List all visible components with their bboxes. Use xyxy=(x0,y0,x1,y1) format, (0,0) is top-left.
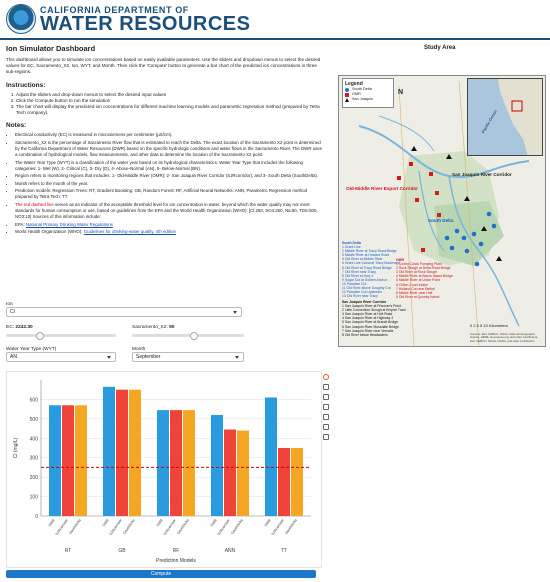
dwr-header xyxy=(0,0,550,38)
station-item: 8 Old River below Headwaters xyxy=(342,332,388,337)
who-link[interactable]: Guidelines for drinking-water quality, 4th edition xyxy=(83,229,176,235)
x-series-tick-label: OMR xyxy=(209,518,218,528)
bar-RF-SouthDelta xyxy=(183,410,195,516)
ec-label: EC: xyxy=(6,325,14,330)
y-tick-label: 200 xyxy=(29,475,38,482)
note-item: • Month refers to the month of the year. xyxy=(15,181,324,187)
station-item: 9 Sugar Cut at Golden Anchor xyxy=(342,277,388,282)
x-series-tick-label: SouthDelta xyxy=(284,518,298,536)
legend-item-south-delta: South Delta xyxy=(345,87,391,92)
bar-GB-SouthDelta xyxy=(129,390,141,516)
note-item: • Region refers to monitoring regions that includes: 1- Old-Middle River (OMR); 2- San Joaquin River Corridor (SJRcorridor), and 3- South Delta (SouthDelta). xyxy=(15,173,324,179)
station-item: 11 Old River above Doughty Cut xyxy=(342,286,391,291)
who-prefix: World Health Organization (WHO): xyxy=(15,229,83,235)
x-series-tick-label: SouthDelta xyxy=(230,518,244,536)
logo-main-text: WATER RESOURCES xyxy=(40,13,251,35)
save-tool-icon[interactable] xyxy=(323,414,329,420)
x-category-label: RF xyxy=(172,548,180,554)
ec-slider-group xyxy=(6,325,116,337)
x-series-tick-label: SJRcorridor xyxy=(162,518,177,537)
bar-TT-OMR xyxy=(265,397,277,516)
instruction-step: 2. Click the Compute button to run the simulation xyxy=(16,98,324,104)
station-list-heading: South Delta xyxy=(342,241,361,245)
station-item: 2 Middle River at Tracy Road Bridge xyxy=(342,249,397,254)
bar-GB-SJRcorridor xyxy=(116,390,128,516)
station-item: 4 San Joaquin River at Highway 4 xyxy=(342,316,394,321)
station-item: 12 Paradise Cut Upstream xyxy=(342,290,382,295)
station-list-heading: OMR xyxy=(396,258,404,262)
note-item: • Sacramento_X2 is the percentage of Sacramento River flow that is estimated to reach the Delta. The exact location of the Sacramento X2 point is determined by the California Department of Water Resources (DWR) based on the specific hydrologic conditions and water flows in the Sacramento River. The DWR uses a combination of hydrological models, flow measurements, and other data to determine the location of the Sacramento X2 point. xyxy=(15,140,324,158)
x-series-tick-label: SJRcorridor xyxy=(216,518,231,537)
threshold-text: serves as an indicator of the acceptable threshold level for ion concentration in water, beyond which the water quality may not meet standards for human consumption or use, based on guidelines from the EPA and the World Health Organization (WHO): [Cl:250, SO4:250, Na:60, TDS:500, NO3:10] Sources of this information include: xyxy=(15,201,318,219)
station-item: 2 Little Connection Slough at Empire Tract xyxy=(342,308,406,313)
bar-ANN-SouthDelta xyxy=(237,431,249,516)
notes-heading: Notes: xyxy=(6,122,27,130)
station-item: 2 Rock Slough at Delta Road Bridge xyxy=(396,266,451,271)
help-tool-icon[interactable] xyxy=(323,434,329,440)
wyt-label: Water Year Type (WYT) xyxy=(6,347,57,352)
intro-text: This dashboard allows you to simulate ion concentrations based on easily available parameters. Use the sliders and dropdown menus to select the desired values for EC, Sacramento_X2, Ion, WYT, and Month. Then click the 'Compute' button to generate a bar chart of the predicted ion concentrations in three sub-regions. xyxy=(6,57,321,75)
study-area-title: Study Area xyxy=(424,45,456,51)
page-title: Ion Simulator Dashboard xyxy=(6,44,96,53)
map-legend xyxy=(342,78,394,108)
bar-RT-SouthDelta xyxy=(75,405,87,516)
y-tick-label: 0 xyxy=(35,514,38,520)
x2-slider-group xyxy=(132,325,244,337)
bokeh-logo-icon xyxy=(323,374,329,380)
california-inset-map xyxy=(467,78,543,156)
x2-value: 90 xyxy=(169,325,175,330)
bar-RT-OMR xyxy=(49,405,61,516)
instruction-step: 1. Adjust the sliders and drop-down menus to select the desired input values xyxy=(16,92,324,98)
x-series-tick-label: OMR xyxy=(101,518,110,528)
x-series-tick-label: SouthDelta xyxy=(176,518,190,536)
station-list-heading: San Joaquin River Corridor xyxy=(342,300,387,304)
station-item: 1 Contra Costa Pumping Plant xyxy=(396,262,442,267)
bar-RF-SJRcorridor xyxy=(170,410,182,516)
pan-tool-icon[interactable] xyxy=(323,384,329,390)
note-item: • Prediction models: Regression Trees: RT, Gradient Boosting: GB, Random Forest: RF, Artificial Neural Networks: ANN, Parametric Regression method prepared by Tetra Tech: TT xyxy=(15,188,324,200)
x-series-tick-label: OMR xyxy=(155,518,164,528)
blue-dot-icon xyxy=(345,88,349,92)
bar-TT-SJRcorridor xyxy=(278,448,290,516)
note-item-threshold xyxy=(15,202,324,220)
red-square-icon xyxy=(345,93,349,97)
ion-select[interactable]: Cl xyxy=(6,307,242,317)
inset-ocean-label: Pacific Ocean xyxy=(480,108,498,135)
x-series-tick-label: OMR xyxy=(47,518,56,528)
month-control xyxy=(132,344,244,362)
x2-slider-label xyxy=(132,325,244,330)
note-item: • Electrical conductivity (EC) is measured in microsiemens per centimeter (µS/cm). xyxy=(15,132,324,138)
x-category-label: ANN xyxy=(224,548,236,554)
threshold-red-text: The red dashed line xyxy=(15,201,54,207)
x-series-tick-label: SouthDelta xyxy=(68,518,82,536)
y-tick-label: 600 xyxy=(29,397,38,404)
map-credit: Sources: Esri, GEBCO, NOAA, National Geographic, Garmin, HERE, Geonames.org, and other contributors, Esri, GEBCO, NOAA, NGDC, and other contributors xyxy=(470,332,539,343)
chart-svg xyxy=(7,372,323,569)
station-item: 8 Old River at Hwy 4 xyxy=(342,273,374,278)
map-scale-bar: 0 2.5 5 10 Kilometers xyxy=(470,323,508,328)
dwr-seal-icon xyxy=(6,4,36,34)
y-tick-label: 300 xyxy=(29,455,38,462)
station-item: 5 Grant Line Canal at Tracy Boulevard xyxy=(342,261,400,266)
station-item: 3 Old River at Rock Slough xyxy=(396,270,437,275)
station-item: 1 Grant Line xyxy=(342,245,361,250)
reset-tool-icon[interactable] xyxy=(323,424,329,430)
legend-item-omr: OMR xyxy=(345,92,391,97)
compute-button[interactable]: Compute xyxy=(6,570,316,578)
station-item: 4 Middle River at Bacon Island Bridge xyxy=(396,274,453,279)
note-item-epa xyxy=(15,222,324,228)
black-triangle-icon xyxy=(345,98,349,102)
inset-canvas xyxy=(468,79,543,156)
x-category-label: RT xyxy=(64,548,72,554)
station-item: 5 Middle River at Union Point xyxy=(396,278,440,283)
ec-slider-thumb[interactable] xyxy=(36,332,44,340)
instructions-heading: Instructions: xyxy=(6,81,46,89)
bar-ANN-SJRcorridor xyxy=(224,430,236,516)
logo-top-text: CALIFORNIA DEPARTMENT OF xyxy=(40,5,189,15)
note-item: • The Water Year Type (WYT) is a classification of the water year based on its hydrological characteristics. Water Year Type that includes the following categories: 1- Wet (W), 2- Critical (C), 3- Dry (D), 4- Above-Normal (AN), 5- Below-Normal (BN). xyxy=(15,160,324,172)
sjr-station-list xyxy=(342,300,406,337)
bar-RF-OMR xyxy=(157,410,169,516)
station-item: 4 Old River at Middle River xyxy=(342,257,383,262)
legend-item-san-joaquin: San Joaquin xyxy=(345,97,391,102)
wyt-control xyxy=(6,344,116,362)
bar-RT-SJRcorridor xyxy=(62,405,74,516)
south-delta-region-label: South Delta xyxy=(428,218,454,223)
ec-value: 2242.30 xyxy=(15,325,33,330)
station-item: 8 Middle River near Holt xyxy=(396,290,433,295)
y-tick-label: 500 xyxy=(29,416,38,423)
month-label: Month xyxy=(132,347,146,352)
station-item: 3 San Joaquin River at Holt Road xyxy=(342,312,393,317)
y-tick-label: 100 xyxy=(29,494,38,501)
y-tick-label: 400 xyxy=(29,436,38,443)
station-item: 10 Paradise Cut xyxy=(342,281,367,286)
omr-station-list xyxy=(396,258,453,299)
x-axis-label: Prediction Models xyxy=(156,558,196,564)
epa-prefix: EPA: xyxy=(15,221,25,227)
x-series-tick-label: SJRcorridor xyxy=(108,518,123,537)
sjr-region-label: San Joaquin River Corridor xyxy=(452,172,512,177)
header-divider xyxy=(0,38,550,40)
x-series-tick-label: SouthDelta xyxy=(122,518,136,536)
y-axis-label: Cl (mg/L) xyxy=(13,437,19,459)
station-item: 13 Old River near Tracy xyxy=(342,294,378,299)
south-delta-station-list xyxy=(342,241,400,298)
box-zoom-tool-icon[interactable] xyxy=(323,394,329,400)
bar-ANN-OMR xyxy=(211,415,223,516)
ion-control xyxy=(6,299,242,317)
ec-slider-label xyxy=(6,325,116,330)
omr-region-label: Old-Middle River Export Corridor xyxy=(346,186,418,191)
bar-TT-SouthDelta xyxy=(291,448,303,516)
ion-bar-chart xyxy=(6,371,322,568)
chart-toolbar xyxy=(322,374,330,444)
note-item-who xyxy=(15,229,324,235)
station-item: 6 San Joaquin River Mossdale Bridge xyxy=(342,324,399,329)
station-item: 7 Old River near Tracy xyxy=(342,269,376,274)
x-series-tick-label: SJRcorridor xyxy=(54,518,69,537)
station-item: 1 San Joaquin River at Prisoner's Point xyxy=(342,304,401,309)
station-item: 6 Clifton Court Intake xyxy=(396,282,428,287)
epa-link[interactable]: National Primary Drinking Water Regulations xyxy=(25,221,113,227)
instruction-step: 3. The bar chart will display the predicted ion concentrations for different machine learning models and parametric regression method (prepared by Tetra Tech company). xyxy=(16,104,324,116)
x-category-label: TT xyxy=(280,548,288,554)
x-series-tick-label: OMR xyxy=(263,518,272,528)
ec-slider-track[interactable] xyxy=(6,334,116,337)
station-item: 7 Holland Cut near Bethel xyxy=(396,286,435,291)
x2-slider-track[interactable] xyxy=(132,334,244,337)
info-panel xyxy=(6,44,324,237)
legend-title: Legend xyxy=(345,81,363,87)
wyt-select[interactable]: AN xyxy=(6,352,116,362)
station-item: 7 San Joaquin River near Vernalis xyxy=(342,328,394,333)
north-arrow-icon: N xyxy=(398,89,404,96)
x-series-tick-label: SJRcorridor xyxy=(270,518,285,537)
instructions-list xyxy=(6,92,324,117)
notes-list xyxy=(6,132,324,235)
station-item: 6 Old River at Tracy Road Bridge xyxy=(342,265,392,270)
month-select[interactable]: September xyxy=(132,352,244,362)
x2-slider-thumb[interactable] xyxy=(190,332,198,340)
wheel-zoom-tool-icon[interactable] xyxy=(323,404,329,410)
x-category-label: GB xyxy=(118,548,126,554)
station-item: 9 Old River at Quimby Island xyxy=(396,294,440,299)
station-item: 3 Middle River at Howard Road xyxy=(342,253,390,258)
station-item: 5 San Joaquin River at Brandt Bridge xyxy=(342,320,398,325)
bar-GB-OMR xyxy=(103,387,115,516)
ion-label: Ion xyxy=(6,302,13,307)
x2-label: Sacramento_X2: xyxy=(132,325,168,330)
